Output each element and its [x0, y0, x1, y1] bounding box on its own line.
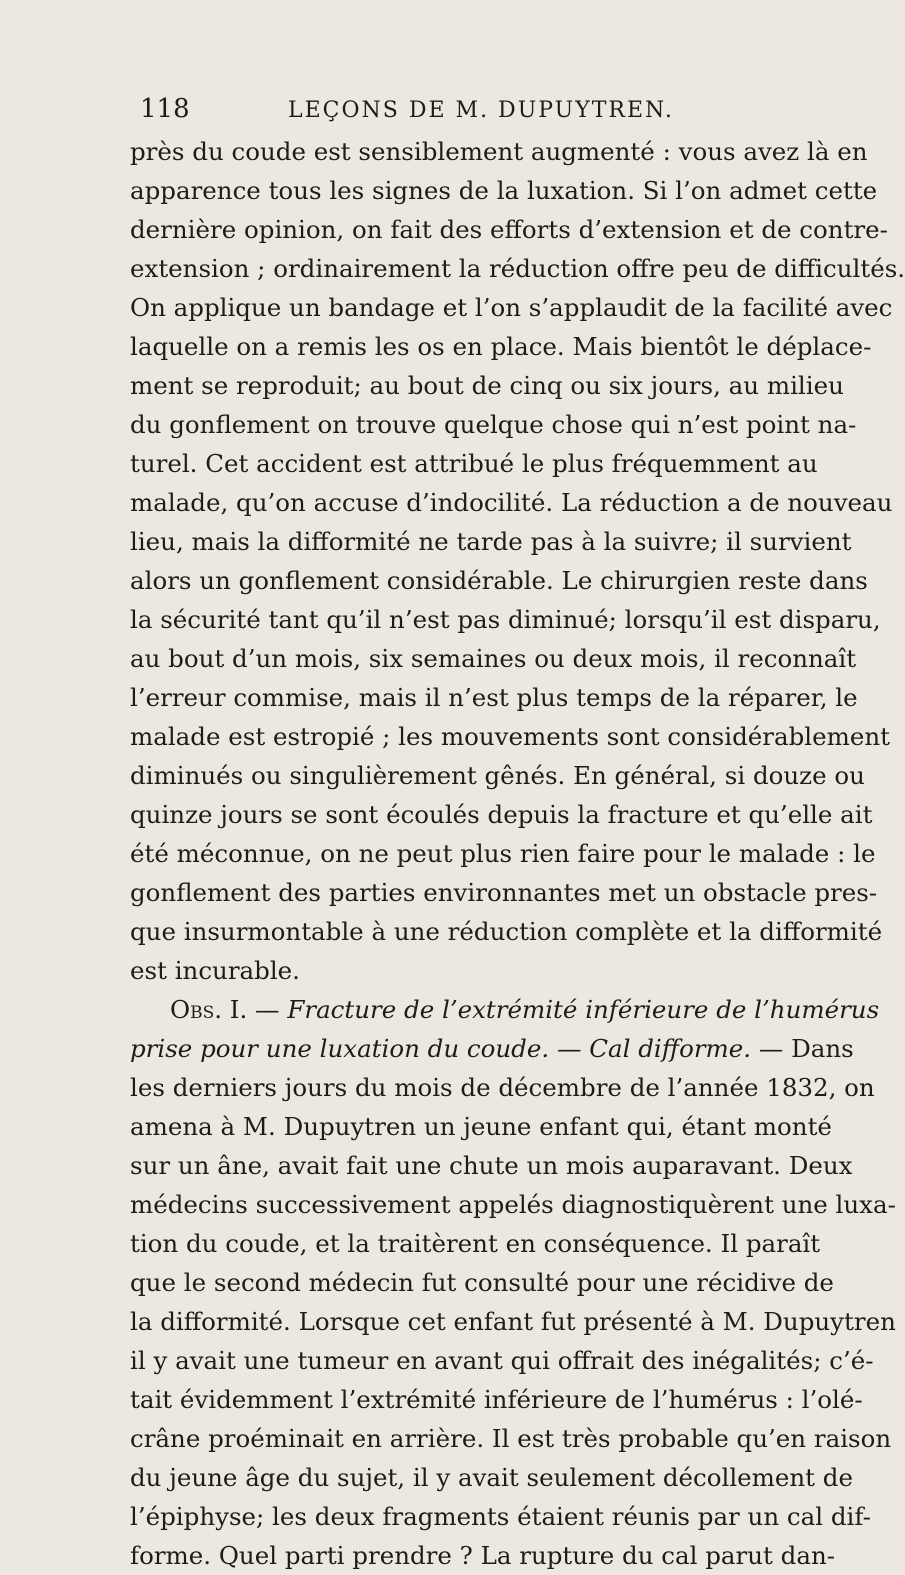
- page-number: 118: [140, 94, 190, 124]
- text-line: sur un âne, avait fait une chute un mois auparavant. Deux: [130, 1151, 853, 1180]
- text-line: près du coude est sensiblement augmenté : vous avez là en: [130, 137, 868, 166]
- observation-heading-cont: [130, 1029, 854, 1068]
- text-line: quinze jours se sont écoulés depuis la fracture et qu’elle ait: [130, 800, 873, 829]
- text-line: extension ; ordinairement la réduction offre peu de difficultés.: [130, 254, 905, 283]
- text-line: que insurmontable à une réduction complète et la difformité: [130, 917, 883, 946]
- text-line: forme. Quel parti prendre ? La rupture du cal parut dan-: [130, 1541, 835, 1570]
- text-line: la sécurité tant qu’il n’est pas diminué; lorsqu’il est disparu,: [130, 605, 881, 634]
- text-line: du gonflement on trouve quelque chose qui n’est point na-: [130, 410, 857, 439]
- observation-title: Fracture de l’extrémité inférieure de l’humérus: [287, 995, 880, 1024]
- text-line: les derniers jours du mois de décembre de l’année 1832, on: [130, 1073, 875, 1102]
- observation-heading: [130, 990, 880, 1029]
- text-line: lieu, mais la difformité ne tarde pas à la suivre; il survient: [130, 527, 852, 556]
- text-line: est incurable.: [130, 956, 300, 985]
- running-head: [140, 94, 761, 126]
- text-line: alors un gonflement considérable. Le chirurgien reste dans: [130, 566, 868, 595]
- running-title: LEÇONS DE M. DUPUYTREN.: [288, 98, 674, 123]
- text-line: tion du coude, et la traitèrent en conséquence. Il paraît: [130, 1229, 821, 1258]
- text-line: diminués ou singulièrement gênés. En général, si douze ou: [130, 761, 865, 790]
- observation-text-start: Dans: [791, 1034, 854, 1063]
- text-line: dernière opinion, on fait des efforts d’extension et de contre-: [130, 215, 888, 244]
- text-line: malade, qu’on accuse d’indocilité. La réduction a de nouveau: [130, 488, 893, 517]
- text-line: On applique un bandage et l’on s’applaudit de la facilité avec: [130, 293, 893, 322]
- text-line: tait évidemment l’extrémité inférieure de l’humérus : l’olé-: [130, 1385, 863, 1414]
- text-line: gonflement des parties environnantes met un obstacle pres-: [130, 878, 878, 907]
- text-line: la difformité. Lorsque cet enfant fut présenté à M. Dupuytren: [130, 1307, 896, 1336]
- observation-label: Obs. I. —: [170, 995, 280, 1024]
- text-line: crâne proéminait en arrière. Il est très probable qu’en raison: [130, 1424, 892, 1453]
- text-line: ment se reproduit; au bout de cinq ou six jours, au milieu: [130, 371, 844, 400]
- text-line: il y avait une tumeur en avant qui offrait des inégalités; c’é-: [130, 1346, 874, 1375]
- observation-title-cont: prise pour une luxation du coude. — Cal difforme. —: [130, 1034, 784, 1063]
- text-line: médecins successivement appelés diagnostiquèrent une luxa-: [130, 1190, 896, 1219]
- text-line: laquelle on a remis les os en place. Mais bientôt le déplace-: [130, 332, 872, 361]
- body-text: [130, 132, 905, 1575]
- text-line: l’erreur commise, mais il n’est plus temps de la réparer, le: [130, 683, 858, 712]
- text-line: que le second médecin fut consulté pour une récidive de: [130, 1268, 834, 1297]
- text-line: été méconnue, on ne peut plus rien faire pour le malade : le: [130, 839, 876, 868]
- text-line: turel. Cet accident est attribué le plus fréquemment au: [130, 449, 818, 478]
- text-line: apparence tous les signes de la luxation. Si l’on admet cette: [130, 176, 878, 205]
- text-line: du jeune âge du sujet, il y avait seulement décollement de: [130, 1463, 853, 1492]
- text-line: malade est estropié ; les mouvements sont considérablement: [130, 722, 890, 751]
- text-line: amena à M. Dupuytren un jeune enfant qui, étant monté: [130, 1112, 832, 1141]
- text-line: au bout d’un mois, six semaines ou deux mois, il reconnaît: [130, 644, 857, 673]
- text-line: l’épiphyse; les deux fragments étaient réunis par un cal dif-: [130, 1502, 871, 1531]
